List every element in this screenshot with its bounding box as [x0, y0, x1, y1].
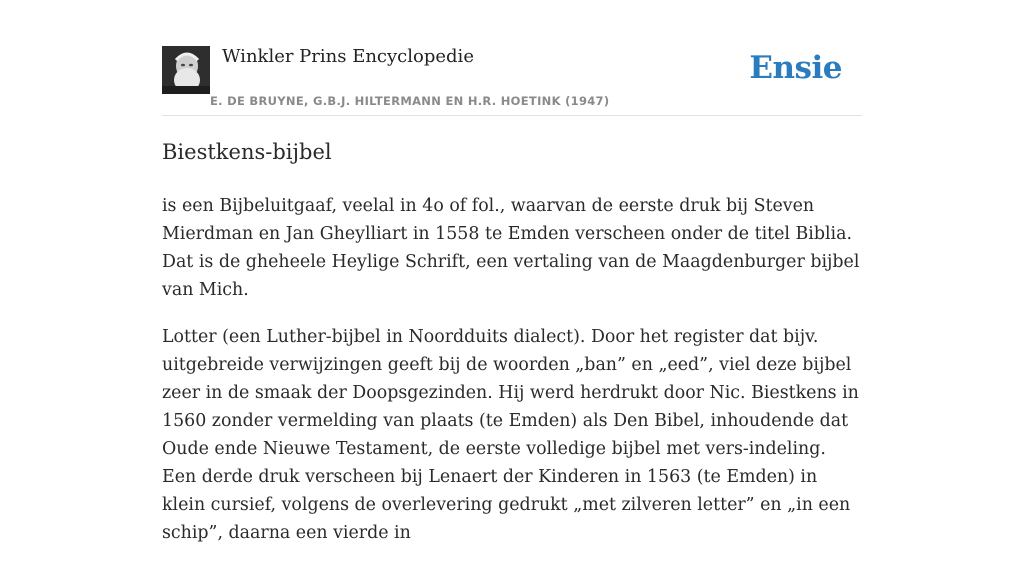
entry-body — [162, 192, 862, 566]
brand-logo[interactable]: Ensie — [749, 50, 842, 86]
entry-title: Biestkens-bijbel — [162, 140, 332, 164]
authors-byline: E. DE BRUYNE, G.B.J. HILTERMANN EN H.R. HOETINK (1947) — [210, 94, 610, 108]
entry-paragraph: Lotter (een Luther-bijbel in Noordduits dialect). Door het register dat bijv. uitgebreide verwijzingen geeft bij de woorden „ban” en „eed”, viel deze bijbel zeer in de smaak der Doopsgezinden. Hij werd herdrukt door Nic. Biestkens in 1560 zonder vermelding van plaats (te Emden) als Den Bibel, inhoudende dat Oude ende Nieuwe Testament, de eerste volledige bijbel met vers-indeling. Een derde druk verscheen bij Lenaert der Kinderen in 1563 (te Emden) in klein cursief, volgens de overlevering gedrukt „met zilveren letter” en „in een schip”, daarna een vierde in — [162, 327, 859, 543]
header-divider — [162, 115, 862, 116]
author-avatar — [162, 46, 210, 94]
site-title[interactable]: Winkler Prins Encyclopedie — [222, 46, 474, 67]
portrait-photo-icon — [162, 46, 210, 94]
entry-paragraph: is een Bijbeluitgaaf, veelal in 4o of fol., waarvan de eerste druk bij Steven Mierdman en Jan Gheylliart in 1558 te Emden verscheen onder de titel Biblia. Dat is de gheheele Heylige Schrift, een vertaling van de Maagdenburger bijbel van Mich. — [162, 196, 860, 300]
